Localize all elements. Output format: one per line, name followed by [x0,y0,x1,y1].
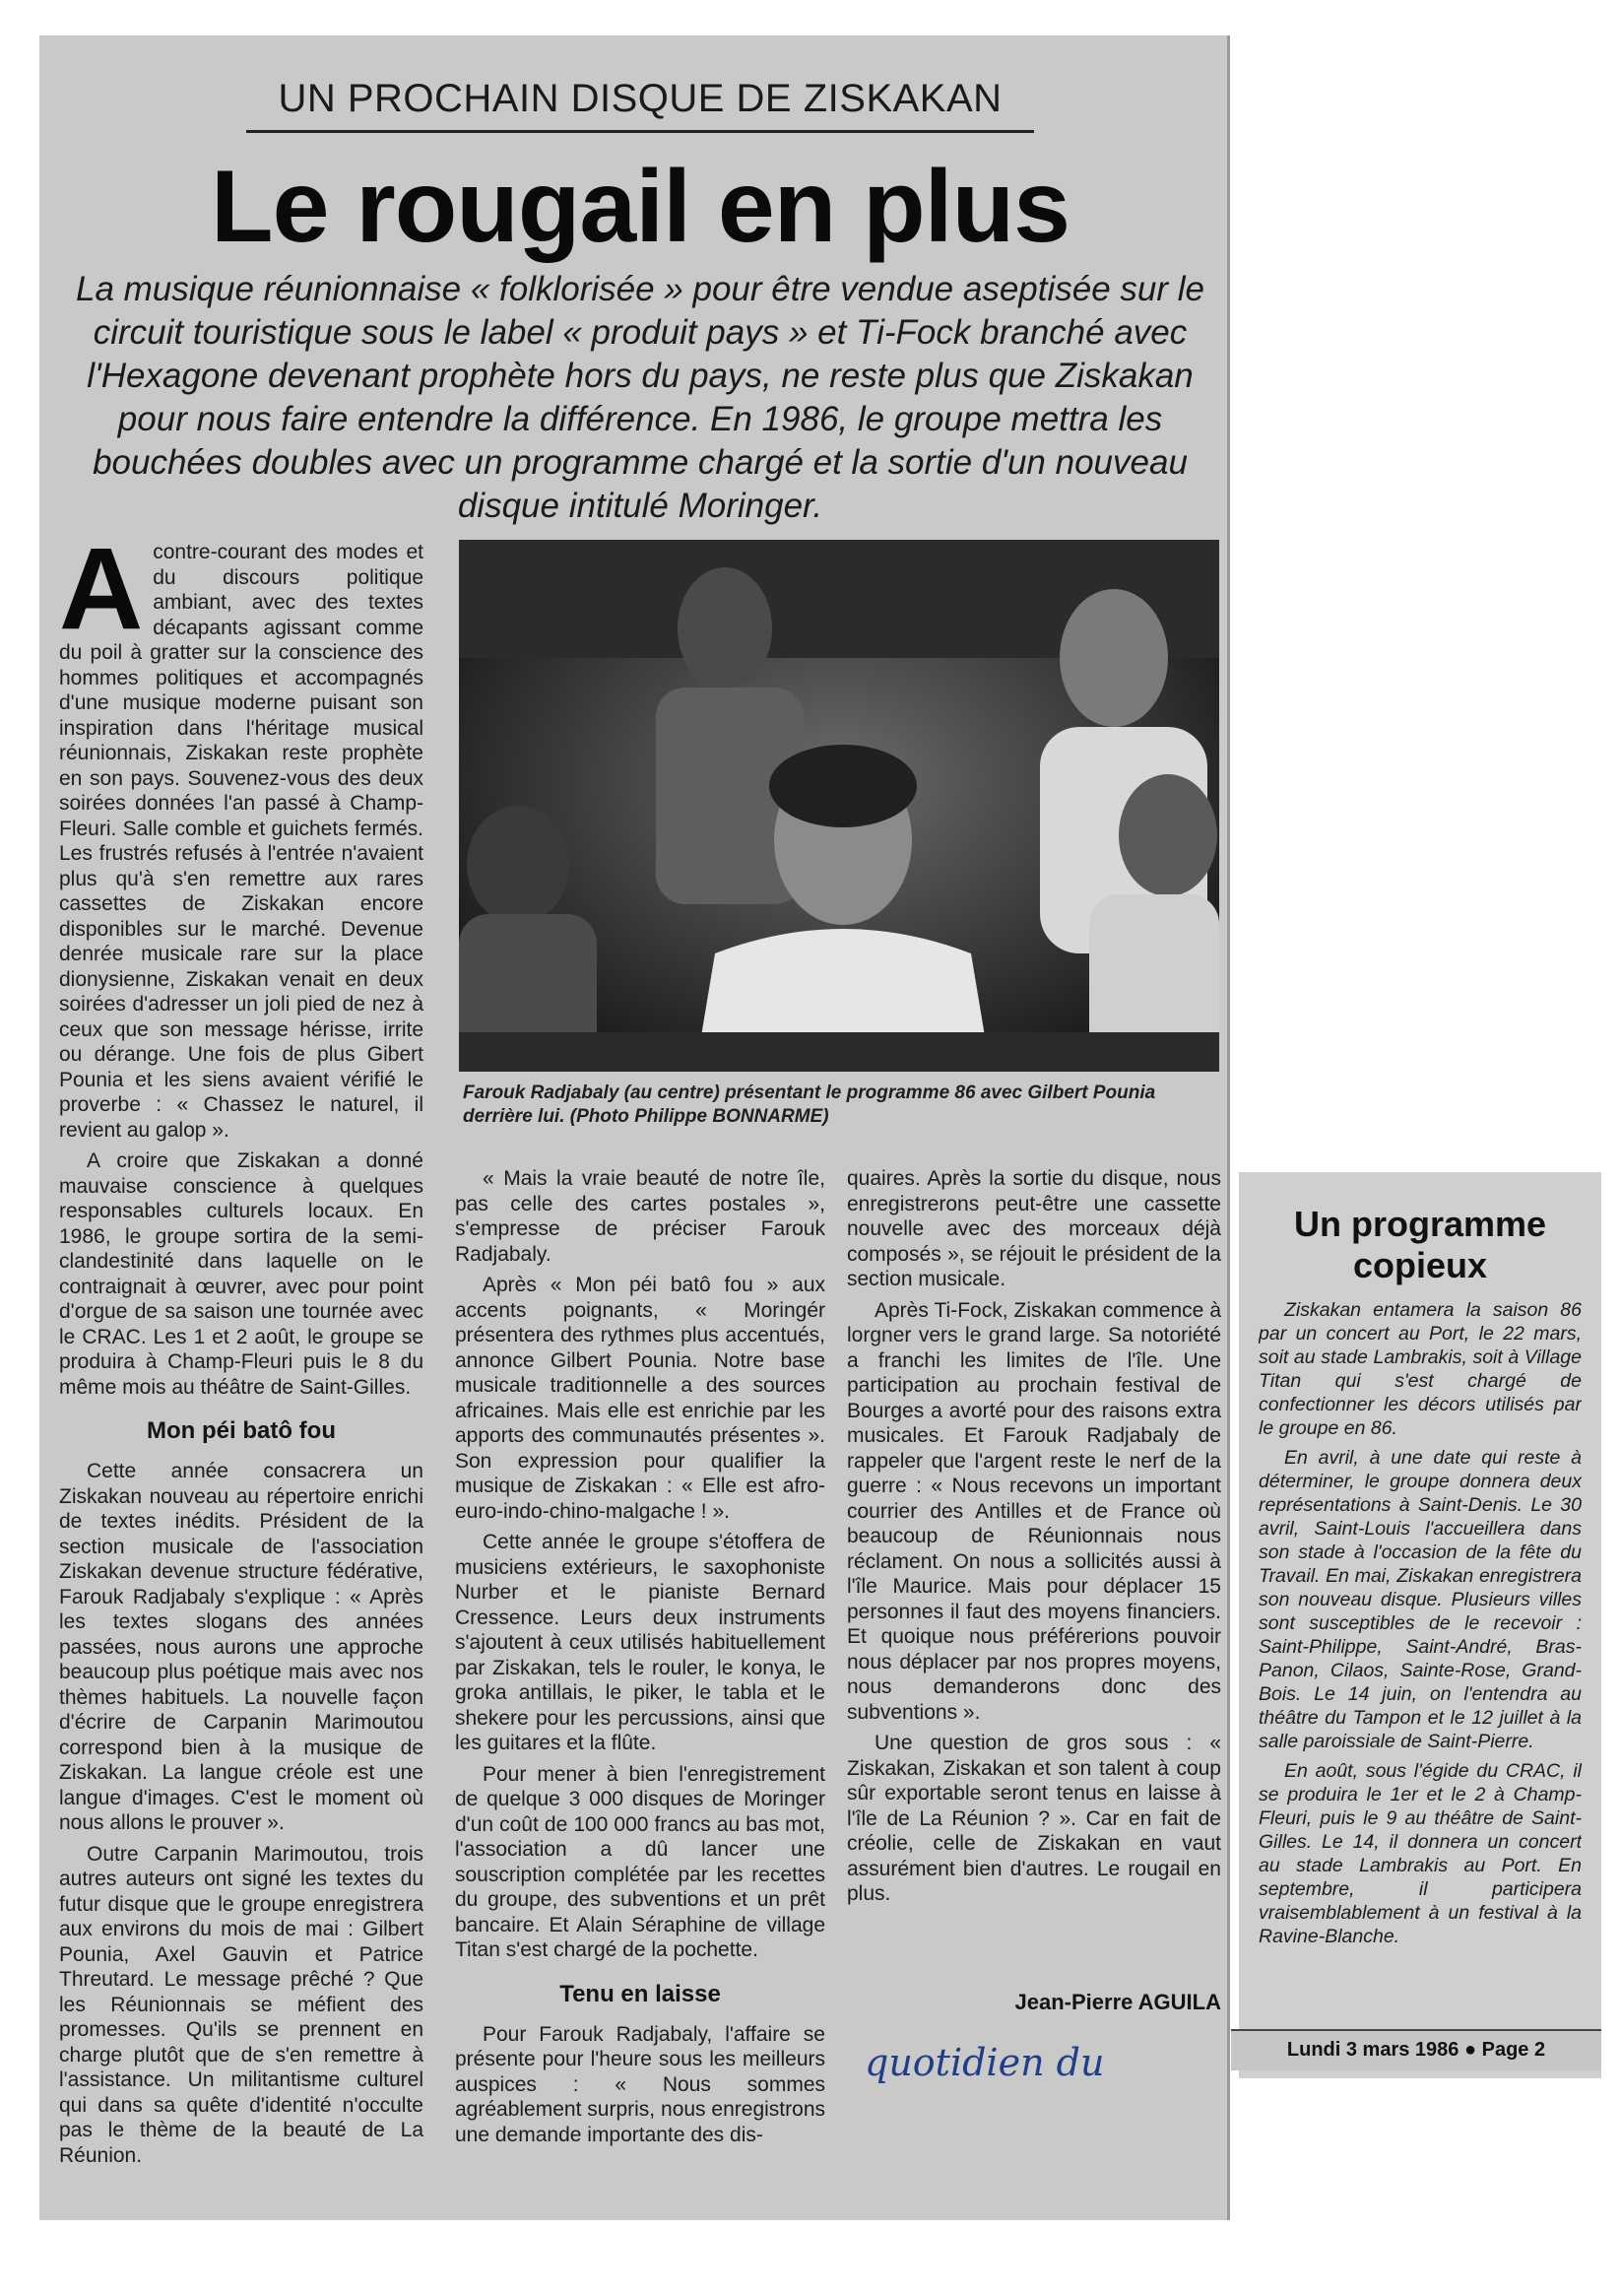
subheading: Mon péi batô fou [147,1417,336,1444]
article-column-1 [59,540,423,2293]
article-kicker: UN PROCHAIN DISQUE DE ZISKAKAN [246,71,1034,133]
paragraph: Outre Carpanin Marimoutou, trois autres auteurs ont signé les textes du futur disque que le groupe enregistrera aux environs du mois de mai : Gilbert Pounia, Axel Gauvin et Patrice Threutard. Le message prêché ? Que les Réunionnais se méfient des promesses. Qu'ils se prennent en charge plutôt que de s'en remettre à l'assistance. Un militantisme culturel qui dans sa quête d'identité n'occulte pas le thème de la beauté de La Réunion. [59,1842,423,2167]
paragraph: Ziskakan entamera la saison 86 par un concert au Port, le 22 mars, soit au stade Lambrakis, soit à Village Titan qui s'est chargé de confectionner les décors utilisés par le groupe en 86. [1259,1299,1582,1439]
paragraph: En août, sous l'égide du CRAC, il se produira le 1er et le 2 à Champ-Fleuri, puis le 9 au théâtre de Saint-Gilles. Le 14, il donnera un concert au stade Lambrakis au Port. En septembre, il participera vraisemblablement à un festival à la Ravine-Blanche. [1259,1760,1582,1947]
photo-illustration [459,540,1219,1072]
paragraph: Cette année le groupe s'étoffera de musiciens extérieurs, le saxophoniste Nurber et le pianiste Bernard Cressence. Leurs deux instruments s'ajoutent à ceux utilisés habituellement par Ziskakan, tels le rouler, le konya, le groka antillais, le piker, le tabla et le shekere pour les percussions, ainsi que les guitares et la flûte. [455,1531,825,1754]
drop-cap: A [59,540,144,654]
paragraph: Cette année consacrera un Ziskakan nouveau au répertoire enrichi de textes inédits. Président de la section musicale de l'association Ziskakan devenue structure fédérative, Farouk Radjabaly s'explique : « Après les textes slogans des années passées, nous aurons une approche beaucoup plus poétique mais avec nos thèmes habituels. La nouvelle façon d'écrire de Carpanin Marimoutou correspond bien à la musique de Ziskakan. La langue créole est une langue d'images. C'est le moment où nous allons le prouver ». [59,1460,423,1834]
paragraph: Pour mener à bien l'enregistrement de quelque 3 000 disques de Moringer d'un coût de 100 000 francs au bas mot, l'association a dû lancer une souscription complétée par les recettes du groupe, des subventions et un prêt bancaire. Et Alain Séraphine de village Titan s'est chargé de la pochette. [455,1762,825,1961]
paragraph: Pour Farouk Radjabaly, l'affaire se présente pour l'heure sous les meilleurs auspices : « Nous sommes agréablement surpris, nous enregistrons une demande importante des dis- [455,2022,825,2146]
paragraph: Une question de gros sous : « Ziskakan, Ziskakan et son talent à coup sûr exportable seront tenus en laisse à l'île de La Réunion ? ». Car en fait de créolie, celle de Ziskakan en vaut assurément bien d'autres. Le rougail en plus. [847,1732,1221,1905]
paragraph: En avril, à une date qui reste à déterminer, le groupe donnera deux représentations à Saint-Denis. Le 30 avril, Saint-Louis l'accueillera dans son stade à l'occasion de la fête du Travail. En mai, Ziskakan enregistrera son nouveau disque. Plusieurs villes sont susceptibles de le recevoir : Saint-Philippe, Saint-André, Bras-Panon, Cilaos, Sainte-Rose, Grand-Bois. Le 14 juin, on l'entendra au théâtre du Tampon et le 12 juillet à la salle paroissiale de Saint-Pierre. [1259,1447,1582,1752]
photo-caption: Farouk Radjabaly (au centre) présentant le programme 86 avec Gilbert Pounia derrière lui. (Photo Philippe BONNARME) [463,1082,1156,1127]
paragraph: Après « Mon péi batô fou » aux accents poignants, « Moringér présentera des rythmes plus accentués, annonce Gilbert Pounia. Notre base musicale traditionnelle a des sources africaines. Mais elle est enrichie par les apports des communautés présentes ». Son expression pour qualifier la musique de Ziskakan : « Elle est afro-euro-indo-chino-malgache ! ». [455,1274,825,1523]
paragraph: quaires. Après la sortie du disque, nous enregistrerons peut-être une cassette nouvelle avec des morceaux déjà composés », se réjouit le président de la section musicale. [847,1167,1221,1290]
article-column-2 [455,1166,825,2289]
author-signature: Jean-Pierre AGUILA [1014,1990,1221,2014]
article-photo [459,540,1219,1072]
subheading: Tenu en laisse [559,1980,721,2007]
paragraph: « Mais la vraie beauté de notre île, pas celle des cartes postales », s'empresse de préciser Farouk Radjabaly. [455,1167,825,1266]
article-column-3 [847,1166,1221,1954]
handwritten-note: quotidien du [865,2041,1105,2084]
paragraph: contre-courant des modes et du discours politique ambiant, avec des textes décapants agissant comme du poil à gratter sur la conscience des hommes politiques et accompagnés d'une musique moderne puisant son inspiration dans l'héritage musical réunionnais, Ziskakan reste prophète en son pays. Souvenez-vous des deux soirées données l'an passé à Champ-Fleuri. Salle comble et guichets fermés. Les frustrés refusés à l'entrée n'avaient plus qu'à s'en remettre aux rares cassettes de Ziskakan encore disponibles sur le marché. Devenue denrée musicale rare sur la place dionysienne, Ziskakan venait en deux soirées d'adresser un joli pied de nez à ceux que son message hérisse, irrite ou dérange. Une fois de plus Gibert Pounia et les siens avaient vérifié le proverbe : « Chassez le naturel, il revient au galop ». [59,541,423,1142]
page-dateline: Lundi 3 mars 1986 ● Page 2 [1231,2029,1601,2070]
sidebar-title: Un programme copieux [1293,1204,1547,1285]
paragraph: Après Ti-Fock, Ziskakan commence à lorgner vers le grand large. Sa notoriété a franchi les limites de l'île. Une participation au prochain festival de Bourges a avorté pour des raisons extra musicales. Et Farouk Radjabaly de rappeler que l'argent reste le nerf de la guerre : « Nous recevons un important courrier des Antilles et de France où beaucoup de Réunionnais nous réclament. On nous a sollicités aussi à l'île Maurice. Mais pour déplacer 15 personnes il faut des moyens financiers. Et quoique nous préférerions pouvoir nous déplacer par nos propres moyens, nous demanderons donc des subventions ». [847,1298,1221,1724]
article-chapo: La musique réunionnaise « folklorisée » pour être vendue aseptisée sur le circuit touristique sous le label « produit pays » et Ti-Fock branché avec l'Hexagone devenant prophète hors du pays, ne reste plus que Ziskakan pour nous faire entendre la différence. En 1986, le groupe mettra les bouchées doubles avec un programme chargé et la sortie d'un nouveau disque intitulé Moringer. [76,270,1204,525]
article-headline: Le rougail en plus [211,150,1070,264]
paragraph: A croire que Ziskakan a donné mauvaise conscience à quelques responsables culturels locaux. En 1986, le groupe sortira de la semi-clandestinité dans laquelle on le contraignait à œuvrer, avec pour point d'orgue de sa saison une tournée avec le CRAC. Les 1 et 2 août, le groupe se produira à Champ-Fleuri puis le 8 du même mois au théâtre de Saint-Gilles. [59,1149,423,1399]
sidebar-body [1259,1298,1582,2027]
